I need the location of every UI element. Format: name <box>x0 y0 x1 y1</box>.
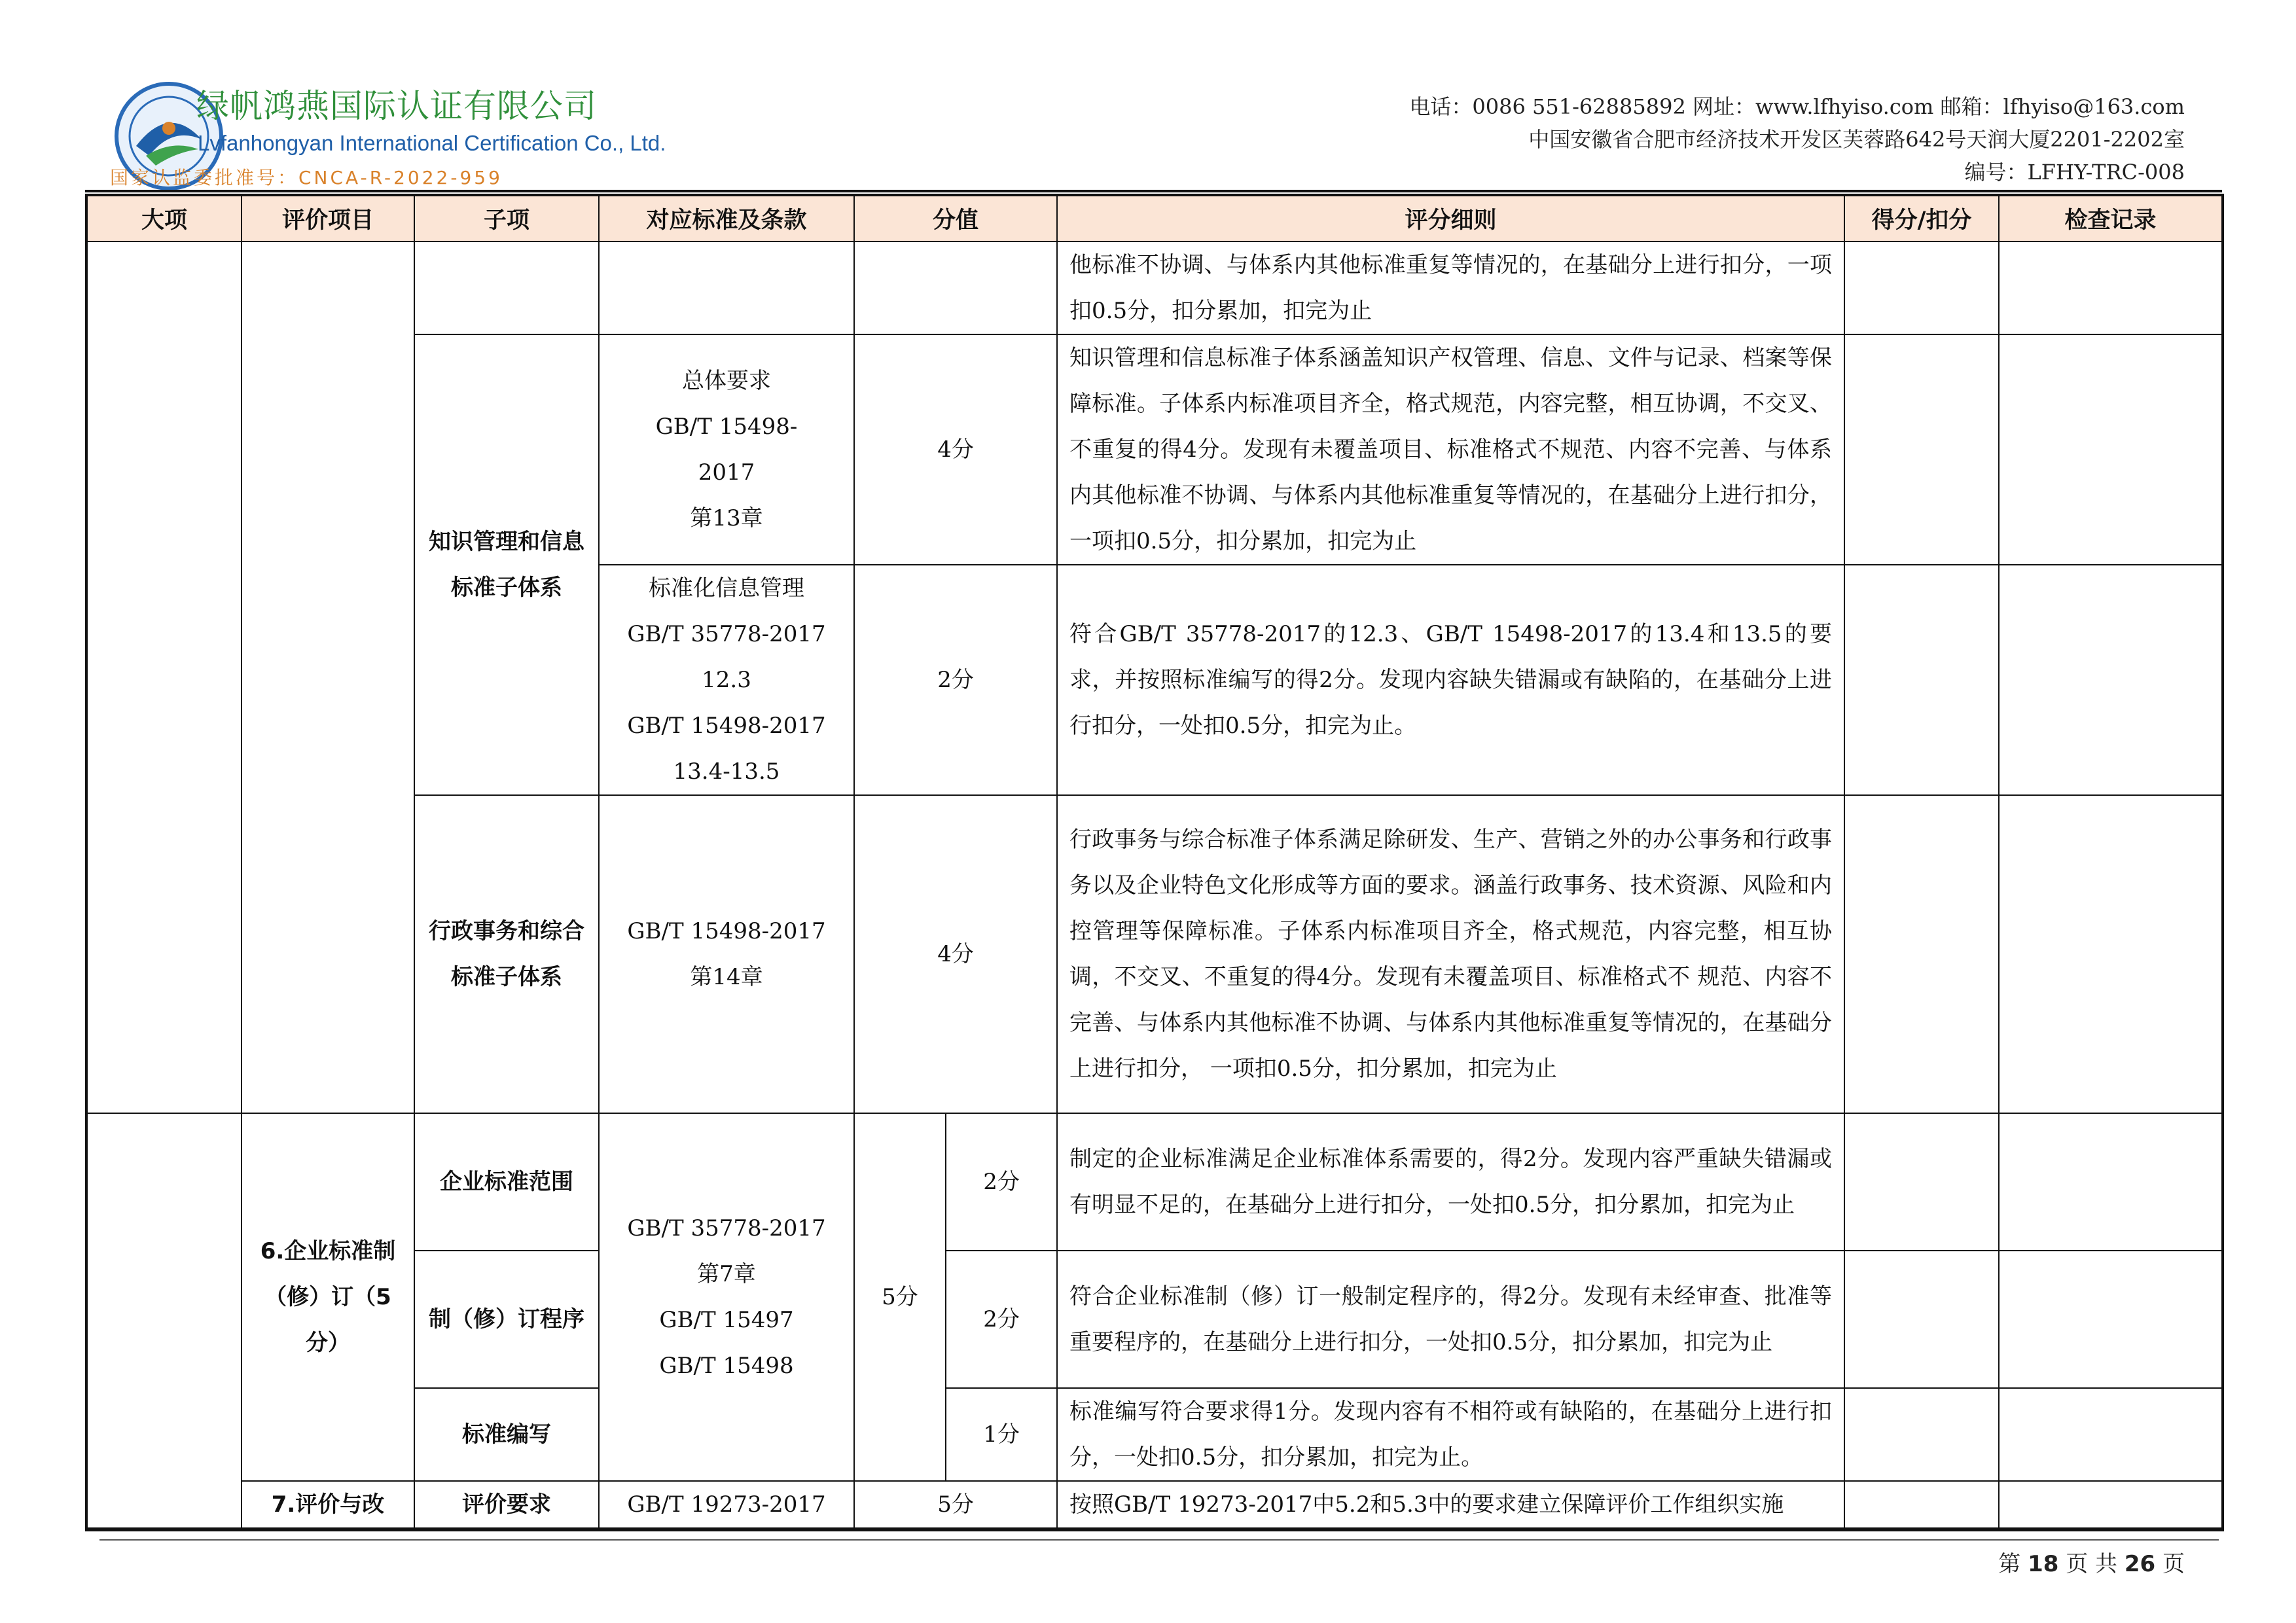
major-cell <box>87 1113 242 1528</box>
record-input-cell[interactable] <box>1999 1251 2222 1388</box>
table-header-row <box>87 196 2222 241</box>
major-cell <box>87 241 242 1113</box>
company-name-en: Lvfanhongyan International Certification Co., Ltd. <box>198 131 666 155</box>
record-input-cell[interactable] <box>1999 241 2222 334</box>
standard-line: GB/T 15498 <box>659 1353 794 1379</box>
standard-line: 2017 <box>698 459 755 486</box>
standard-line: GB/T 15498- <box>655 414 798 440</box>
total-score-cell: 5分 <box>854 1113 946 1481</box>
col-header-eval-item: 评价项目 <box>242 196 414 241</box>
standard-cell <box>599 241 854 334</box>
standard-line: 第13章 <box>690 505 763 531</box>
subitem-cell: 企业标准范围 <box>414 1113 599 1251</box>
col-header-score: 分值 <box>854 196 1057 241</box>
detail-cell: 行政事务与综合标准子体系满足除研发、生产、营销之外的办公事务和行政事务以及企业特色文化形成等方面的要求。涵盖行政事务、技术资源、风险和内控管理等保障标准。子体系内标准项目齐全，格式规范，内容完整，相互协调，不交叉、不重复的得4分。发现有未覆盖项目、标准格式不 规范、内容不完善、与体系内其他标准不协调、与体系内其他标准重复等情况的，在基础分上进行扣分， 一项扣0.5分，扣分累加，扣完为止 <box>1057 795 1844 1113</box>
page-suffix: 页 <box>2162 1551 2185 1577</box>
score-cell: 2分 <box>946 1251 1057 1388</box>
eval-item-cell: 6.企业标准制（修）订（5分） <box>242 1113 414 1481</box>
col-header-subitem: 子项 <box>414 196 599 241</box>
score-cell: 5分 <box>854 1481 1057 1528</box>
points-input-cell[interactable] <box>1844 1251 1999 1388</box>
eval-item-cell: 7.评价与改 <box>242 1481 414 1528</box>
page-prefix: 第 <box>1998 1551 2021 1577</box>
points-input-cell[interactable] <box>1844 1113 1999 1251</box>
table-row <box>87 1481 2222 1528</box>
table-row <box>87 241 2222 334</box>
score-cell: 2分 <box>946 1113 1057 1251</box>
document-number: 编号：LFHY-TRC-008 <box>1964 160 2185 185</box>
page-indicator <box>1998 1546 2185 1578</box>
col-header-points: 得分/扣分 <box>1844 196 1999 241</box>
standard-cell <box>599 1113 854 1481</box>
score-cell <box>854 241 1057 334</box>
col-header-major: 大项 <box>87 196 242 241</box>
standard-line: 13.4-13.5 <box>673 758 780 785</box>
standard-cell <box>599 334 854 565</box>
detail-cell: 符合GB/T 35778-2017的12.3、GB/T 15498-2017的13.4和13.5的要求，并按照标准编写的得2分。发现内容缺失错漏或有缺陷的，在基础分上进行扣分，一处扣0.5分，扣完为止。 <box>1057 565 1844 795</box>
subitem-cell: 评价要求 <box>414 1481 599 1528</box>
record-input-cell[interactable] <box>1999 334 2222 565</box>
company-name-cn: 绿帆鸿燕国际认证有限公司 <box>196 87 597 125</box>
page-total: 26 <box>2124 1551 2156 1577</box>
footer-divider <box>99 1539 2219 1541</box>
detail-cell: 按照GB/T 19273-2017中5.2和5.3中的要求建立保障评价工作组织实施 <box>1057 1481 1844 1528</box>
score-cell: 1分 <box>946 1388 1057 1481</box>
subitem-cell <box>414 241 599 334</box>
detail-cell: 制定的企业标准满足企业标准体系需要的，得2分。发现内容严重缺失错漏或有明显不足的，在基础分上进行扣分，一处扣0.5分，扣分累加，扣完为止 <box>1057 1113 1844 1251</box>
standard-cell <box>599 565 854 795</box>
standard-line: GB/T 15498-2017 <box>627 918 826 944</box>
address-line: 中国安徽省合肥市经济技术开发区芙蓉路642号天润大厦2201-2202室 <box>1528 127 2185 152</box>
points-input-cell[interactable] <box>1844 334 1999 565</box>
score-cell: 2分 <box>854 565 1057 795</box>
standard-line: GB/T 15498-2017 <box>627 713 826 739</box>
standard-line: GB/T 35778-2017 <box>627 621 826 647</box>
points-input-cell[interactable] <box>1844 241 1999 334</box>
standard-line: 总体要求 <box>682 368 771 394</box>
points-input-cell[interactable] <box>1844 795 1999 1113</box>
standard-line: GB/T 15497 <box>659 1307 794 1333</box>
detail-cell: 他标准不协调、与体系内其他标准重复等情况的，在基础分上进行扣分，一项扣0.5分，扣分累加，扣完为止 <box>1057 241 1844 334</box>
score-cell: 4分 <box>854 795 1057 1113</box>
standard-line: GB/T 35778-2017 <box>627 1215 826 1241</box>
subitem-cell: 知识管理和信息标准子体系 <box>414 334 599 795</box>
record-input-cell[interactable] <box>1999 1388 2222 1481</box>
contact-block <box>1409 90 2185 188</box>
eval-item-cell <box>242 241 414 1113</box>
header-divider <box>85 190 2222 192</box>
col-header-detail: 评分细则 <box>1057 196 1844 241</box>
standard-line: 12.3 <box>702 667 751 693</box>
subitem-cell: 行政事务和综合标准子体系 <box>414 795 599 1113</box>
record-input-cell[interactable] <box>1999 795 2222 1113</box>
standard-line: 标准化信息管理 <box>649 575 804 601</box>
record-input-cell[interactable] <box>1999 565 2222 795</box>
score-cell: 4分 <box>854 334 1057 565</box>
evaluation-table <box>86 195 2223 1529</box>
points-input-cell[interactable] <box>1844 1388 1999 1481</box>
standard-line: 第14章 <box>690 964 763 990</box>
table-row <box>87 1113 2222 1251</box>
contact-line: 电话：0086 551-62885892 网址：www.lfhyiso.com 邮箱：lfhyiso@163.com <box>1409 94 2185 119</box>
detail-cell: 知识管理和信息标准子体系涵盖知识产权管理、信息、文件与记录、档案等保障标准。子体系内标准项目齐全，格式规范，内容完整，相互协调，不交叉、不重复的得4分。发现有未覆盖项目、标准格式不规范、内容不完善、与体系内其他标准不协调、与体系内其他标准重复等情况的，在基础分上进行扣分，一项扣0.5分，扣分累加，扣完为止 <box>1057 334 1844 565</box>
points-input-cell[interactable] <box>1844 1481 1999 1528</box>
subitem-cell: 标准编写 <box>414 1388 599 1481</box>
page-current: 18 <box>2028 1551 2059 1577</box>
standard-line: 第7章 <box>697 1261 756 1287</box>
detail-cell: 标准编写符合要求得1分。发现内容有不相符或有缺陷的，在基础分上进行扣分，一处扣0.5分，扣分累加，扣完为止。 <box>1057 1388 1844 1481</box>
page-mid: 页 共 <box>2066 1551 2118 1577</box>
col-header-standard: 对应标准及条款 <box>599 196 854 241</box>
detail-cell: 符合企业标准制（修）订一般制定程序的，得2分。发现有未经审查、批准等重要程序的，在基础分上进行扣分，一处扣0.5分，扣分累加，扣完为止 <box>1057 1251 1844 1388</box>
record-input-cell[interactable] <box>1999 1481 2222 1528</box>
standard-cell: GB/T 19273-2017 <box>599 1481 854 1528</box>
approval-number: 国家认监委批准号：CNCA-R-2022-959 <box>110 167 503 188</box>
points-input-cell[interactable] <box>1844 565 1999 795</box>
standard-cell <box>599 795 854 1113</box>
record-input-cell[interactable] <box>1999 1113 2222 1251</box>
subitem-cell: 制（修）订程序 <box>414 1251 599 1388</box>
col-header-record: 检查记录 <box>1999 196 2222 241</box>
